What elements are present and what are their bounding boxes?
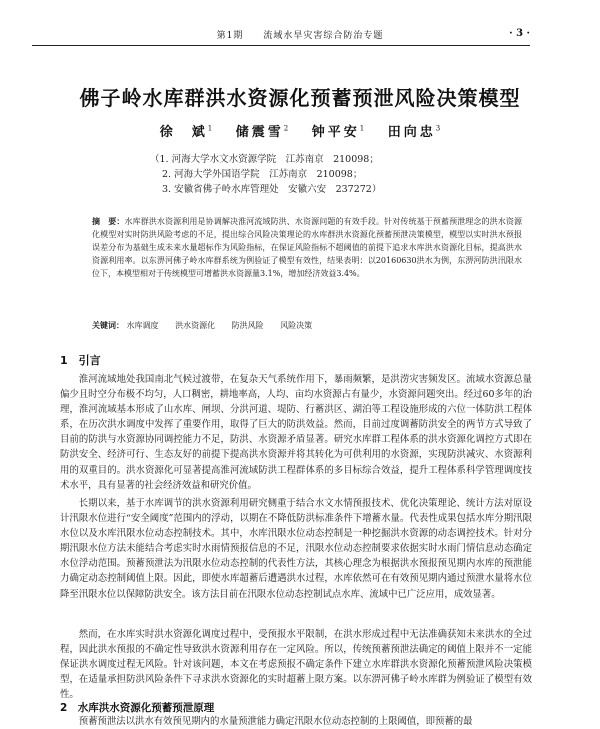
section-heading: 2 水库洪水资源化预蓄预泄原理 [60, 702, 215, 714]
affiliations [150, 152, 381, 197]
paper-title: 佛子岭水库群洪水资源化预蓄预泄风险决策模型 [79, 86, 521, 110]
affiliation-line: （1. 河海大学水文水资源学院 江苏南京 210098； [150, 154, 379, 165]
author: 田向忠$^3$ [387, 124, 441, 140]
body-paragraph: 淮河流域地处我国南北气候过渡带，在复杂天气系统作用下，暴雨频繁，是洪涝灾害频发区。流域水资源总量偏少且时空分布极不均匀，人口稠密，耕地率高，人均、亩均水资源占有量少，水资源问题突出。经过60多年的治理，淮河流域基本形成了山水库、闸坝、分洪河道、堤防、行蓄洪区、湖泊等工程设施形成的六位一体防洪工程体系，在历次洪水调度中发挥了重要作用，取得了巨大的防洪效益。然而，目前过度调蓄防洪安全的两节方式导致了目前的防洪与水资源协同调控能力不足，防洪、水资源矛盾显著。研究水库群工程体系的洪水资源化调控方式即在防洪安全、经济可行、生态友好的前提下提高洪水资源并将其转化为可供利用的水资源，实现防洪减灾、水资源利用的双重目的。洪水资源化可显著提高淮河流域防洪工程群体系的多目标综合效益，提升工程体系科学管理调度技术水平，具有显著的社会经济效益和研究价值。 [60, 374, 532, 491]
running-title: 第1期 流域水旱灾害综合防治专题 [216, 31, 384, 41]
keywords [92, 320, 326, 331]
page-number: · 3 · [509, 28, 530, 39]
abstract-text: 水库群洪水资源利用是协调解决淮河流域防洪、水资源问题的有效手段。针对传统基于预蓄预泄理念的洪水资源化模型对实时防洪风险考虑的不足，提出综合风险决策理论的水库群洪水资源化预蓄预泄决策模型，模型以实时洪水预报误差分布为基础生成未来水量超标作为风险指标，在保证风险指标不超阈值的前提下追求水库洪水资源化目标，提高洪水资源利用率。以东淠河佛子岭水库群系统为例验证了模型有效性，结果表明：以20160630洪水为例，东淠河防洪汛限水位下，本模型相对于传统模型可增蓄洪水资源量3.1%，增加经济效益3.4%。 [92, 217, 523, 278]
section-heading: 1 引言 [60, 354, 101, 367]
author-list [0, 121, 600, 140]
keyword: 水库调度 [126, 321, 159, 330]
affiliation-line: 2. 河海大学外国语学院 江苏南京 210098； [162, 169, 363, 180]
author: 钟平安$^1$ [311, 124, 365, 140]
keywords-label: 关键词： [92, 320, 124, 330]
header-rule [32, 45, 530, 46]
body-paragraph: 长期以来，基于水库调节的洪水资源利用研究侧重于结合水文水情预报技术、优化决策理论、统计方法对原设计汛限水位进行“安全阈度”范围内的浮动，以期在不降低防洪标准条件下增蓄水量。代表性成果包括水库分期汛限水位以及水库汛限水位动态控制技术。其中，水库汛限水位动态控制是一种挖掘洪水资源的动态调控技术。针对分期汛限水位方法未能结合考虑实时水雨情预报信息的不足，汛限水位动态控制要求依据实时水雨门情信息动态确定水位浮动范围。预蓄预泄法为汛限水位动态控制的代表性方法，其核心理念为根据洪水预报预见期内水库的预泄能力确定动态控制阈值上限。因此，即使水库超蓄后遭遇洪水过程，水库依然可在有效预见期内通过预泄水量将水位降至汛限水位以保障防洪安全。该方法目前在汛限水位动态控制试点水库、流域中已广泛应用，成效显著。 [60, 498, 532, 600]
author: 储震雪$^2$ [235, 124, 289, 140]
body-paragraph: 然而，在水库实时洪水资源化调度过程中，受预报水平限制，在洪水形成过程中无法准确获知未来洪水的全过程，因此洪水预报的不确定性导致洪水资源利用存在一定风险。所以，传统预蓄预泄法确定的阈值上限并不一定能保证洪水调度过程无风险。针对该问题，本文在考虑预报不确定条件下建立水库群洪水资源化预蓄预泄风险决策模型，在适量承担防洪风险条件下寻求洪水资源化的实时超蓄上限方案。以东淠河佛子岭水库群为例验证了模型有效性。 [60, 629, 532, 701]
abstract [92, 215, 522, 280]
keyword: 防洪风险 [231, 321, 264, 330]
keyword: 风险决策 [280, 321, 313, 330]
keyword: 洪水资源化 [175, 321, 216, 330]
author: 徐 斌$^1$ [159, 124, 213, 140]
running-header [0, 28, 600, 42]
affiliation-line: 3. 安徽省佛子岭水库管理处 安徽六安 237272） [162, 184, 382, 195]
abstract-label: 摘 要： [92, 216, 125, 226]
body-paragraph: 预蓄预泄法以洪水有效预见期内的水量预泄能力确定汛限水位动态控制的上限阈值，即预蓄的最 [78, 716, 473, 727]
